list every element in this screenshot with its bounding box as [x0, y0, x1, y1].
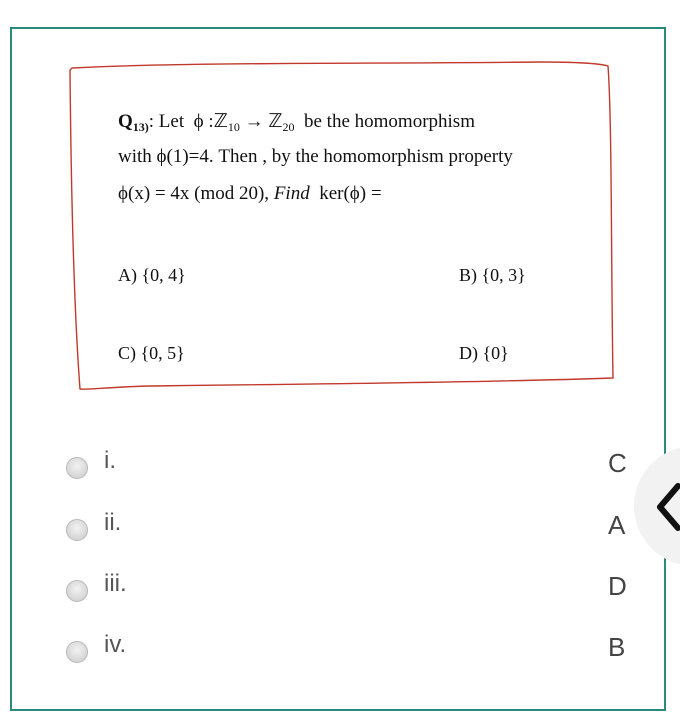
choice-b — [459, 265, 526, 286]
let-text: : Let — [148, 111, 185, 132]
choice-set: {0, 5} — [140, 343, 185, 363]
option-numeral: i. — [104, 447, 116, 474]
question-image — [68, 60, 614, 395]
property-text: Then , by the homomorphism property — [218, 146, 513, 167]
choice-letter: D) — [459, 343, 478, 363]
choice-c — [118, 343, 185, 364]
option-answer: A — [608, 510, 626, 540]
question-label: Q — [118, 111, 133, 132]
find-text: Find — [273, 183, 310, 204]
z-symbol: ℤ — [213, 111, 228, 132]
question-line-3 — [118, 183, 382, 205]
question-line-1 — [118, 110, 475, 135]
choice-letter: C) — [118, 343, 136, 363]
phi-condition: ϕ(1)=4. — [156, 146, 214, 167]
option-answer: C — [608, 448, 627, 478]
chevron-left-icon — [654, 482, 680, 532]
question-line-2 — [118, 146, 513, 168]
colon-symbol: : — [208, 111, 214, 132]
option-numeral: iii. — [104, 570, 127, 597]
question-number: 13) — [132, 120, 149, 134]
subscript-20: 20 — [282, 120, 295, 134]
z-symbol-2: ℤ — [268, 111, 283, 132]
phi-equation: ϕ(x) = 4x (mod 20), — [118, 183, 270, 204]
choice-set: {0, 3} — [481, 265, 526, 285]
option-answer: B — [608, 632, 626, 662]
choice-a — [118, 265, 186, 286]
choice-letter: A) — [118, 265, 137, 285]
radio-button[interactable] — [66, 580, 88, 602]
choice-set: {0} — [482, 343, 509, 363]
option-answer: D — [608, 571, 627, 601]
arrow-symbol: → — [244, 111, 264, 132]
phi-symbol: ϕ — [193, 111, 204, 132]
choice-set: {0, 4} — [141, 265, 186, 285]
option-numeral: ii. — [104, 509, 122, 536]
radio-button[interactable] — [66, 641, 88, 663]
radio-button[interactable] — [66, 519, 88, 541]
subscript-10: 10 — [227, 120, 240, 134]
with-text: with — [118, 146, 152, 167]
homomorphism-text: be the homomorphism — [304, 111, 475, 132]
choice-d — [459, 343, 509, 364]
kernel-text: ker(ϕ) = — [319, 183, 382, 204]
radio-button[interactable] — [66, 457, 88, 479]
option-numeral: iv. — [104, 631, 127, 658]
choice-letter: B) — [459, 265, 477, 285]
